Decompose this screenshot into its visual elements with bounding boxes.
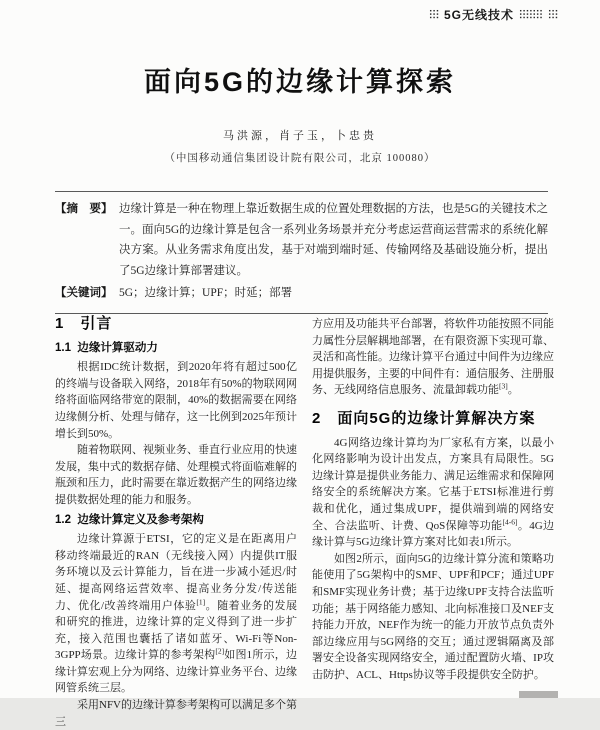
halftone-dots-icon xyxy=(548,9,558,20)
citation-ref: [2] xyxy=(215,646,225,656)
keywords-row xyxy=(55,283,548,304)
section-1-heading: 1 引言 xyxy=(55,315,113,332)
abstract-block xyxy=(55,191,548,314)
paragraph-text: 如图2所示，面向5G的边缘计算分流和策略功能使用了5G架构中的SMF、UPF和PCF；通过UPF和SMF实现业务计费；基于边缘UPF支持合法监听功能；基于网络能力感知、北向标准接口及NEF支持能力开放，NEF作为统一的能力开放节点负责外部边缘应用与5G网络的交互；通过逻辑隔离及部署安全设备实现网络安全，通过配置防火墙、IP攻击防护、ACL、Https协议等手段提供安全防护。 xyxy=(312,552,554,681)
paragraph xyxy=(55,442,297,508)
paragraph xyxy=(312,551,554,684)
keywords-label: 【关键词】 xyxy=(55,287,113,299)
keywords-text: 5G；边缘计算；UPF；时延；部署 xyxy=(119,287,293,299)
citation-ref: [1] xyxy=(196,596,206,606)
paragraph-text: 随着物联网、视频业务、垂直行业应用的快速发展，集中式的数据存储、处理模式将面临难解的瓶颈和压力，此时需要在靠近数据产生的网络边缘提供数据处理的能力和服务。 xyxy=(55,444,297,506)
paragraph xyxy=(55,697,297,730)
article-affiliation: （中国移动通信集团设计院有限公司，北京 100080） xyxy=(164,153,436,164)
citation-ref: [3] xyxy=(499,381,508,391)
paragraph-continuation xyxy=(312,316,554,399)
paragraph-text: 方应用及功能共平台部署，将软件功能按照不同能力属性分层解耦地部署，在有限资源下实现可靠、灵活和高性能。边缘计算平台通过中间件为边缘应用提供服务，主要的中间件有：通信服务、注册服务、无线网络信息服务、流量卸载功能 xyxy=(312,318,554,397)
paragraph-text: 如图1所示，边缘计算宏观上分为网络、边缘计算业务平台、边缘网管系统三层。 xyxy=(55,649,297,695)
paragraph-text: 边缘计算源于ETSI，它的定义是在距离用户移动终端最近的RAN（无线接入网）内提供IT服务环境以及云计算能力，旨在进一步减小延迟/时延、提高网络运营效率、提高业务分发/传送能力、优化/改善终端用户体验 xyxy=(55,533,297,612)
body-columns xyxy=(55,315,554,728)
journal-section-header xyxy=(429,6,558,23)
paragraph xyxy=(55,359,297,442)
halftone-dots-icon xyxy=(519,9,543,20)
article-authors: 马洪源，肖子玉，卜忠贵 xyxy=(223,130,377,142)
paragraph xyxy=(312,435,554,551)
right-column xyxy=(312,316,554,698)
paragraph-text: 。4G边缘计算与5G边缘计算方案对比如表1所示。 xyxy=(312,519,554,549)
citation-ref: [4-6] xyxy=(502,516,518,526)
abstract-label: 【摘 要】 xyxy=(55,203,113,215)
paragraph-text: 。随着业务的发展和研究的推进，边缘计算的定义得到了进一步扩充，接入范围也囊括了诸如蓝牙、Wi-Fi等Non-3GPP场景。边缘计算的参考架构 xyxy=(55,599,298,662)
abstract-row xyxy=(55,199,548,281)
paragraph-text: 4G网络边缘计算均为厂家私有方案，以最小化网络影响为设计出发点，方案具有局限性。5G边缘计算是提供业务能力、满足运维需求和保障网络安全的系统解决方案。它基于ETSI标准进行剪裁和优化，通过集成UPF，提供端到端的网络安全、合法监听、计费、QoS保障等功能 xyxy=(312,436,554,532)
paragraph xyxy=(55,531,297,697)
article-title: 面向5G的边缘计算探索 xyxy=(143,67,457,97)
section-2-heading: 2 面向5G的边缘计算解决方案 xyxy=(312,409,536,427)
paragraph-text: 根据IDC统计数据，到2020年将有超过500亿的终端与设备联入网络，2018年有50%的物联网网络将面临网络带宽的限制，40%的数据需要在网络边缘侧分析、处理与储存，这一比例到2025年预计增长到50%。 xyxy=(55,361,297,440)
halftone-dots-icon xyxy=(429,9,439,20)
page-number-badge xyxy=(519,691,558,698)
left-column xyxy=(55,315,298,728)
section-1-2-heading: 1.2 边缘计算定义及参考架构 xyxy=(55,513,204,526)
paragraph-text: 采用NFV的边缘计算参考架构可以满足多个第三 xyxy=(55,699,298,728)
journal-section-label: 5G无线技术 xyxy=(443,8,514,22)
paragraph-text: 。 xyxy=(507,384,519,397)
section-1-1-heading: 1.1 边缘计算驱动力 xyxy=(55,341,158,354)
abstract-text: 边缘计算是一种在物理上靠近数据生成的位置处理数据的方法，也是5G的关键技术之一。面向5G的边缘计算是包含一系列业务场景并充分考虑运营商运营需求的系统化解决方案。从业务需求角度出发，基于对端到端时延、传输网络及基础设施分析，提出了5G边缘计算部署建议。 xyxy=(119,203,548,277)
